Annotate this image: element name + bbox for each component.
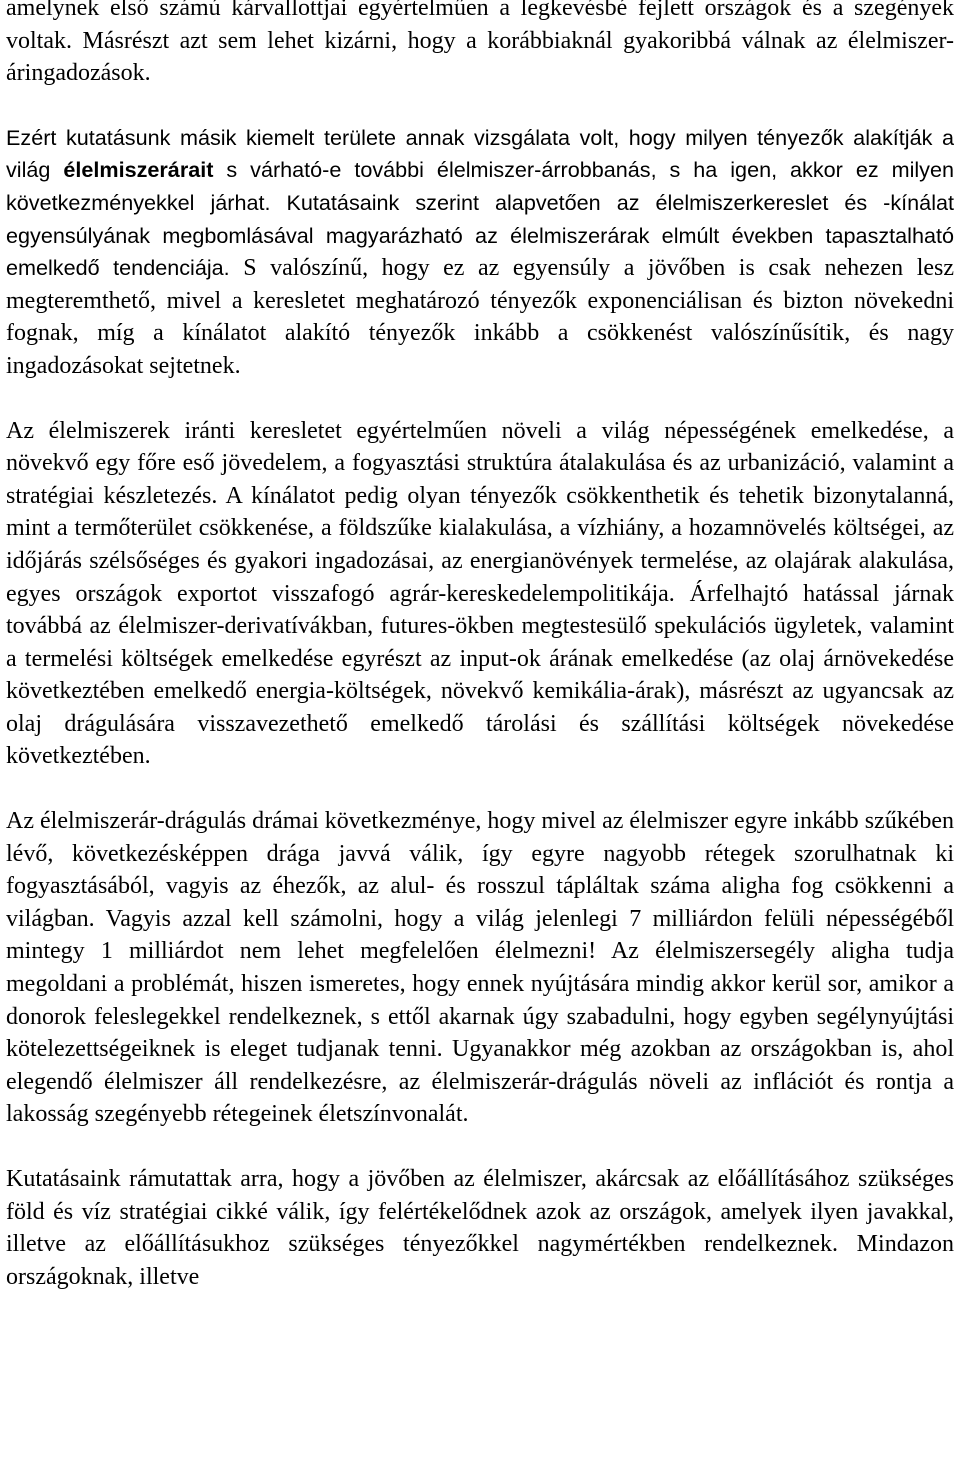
paragraph-5 [6, 1163, 954, 1293]
paragraph-4 [6, 805, 954, 1131]
paragraph-2-text-b: s várható-e további élelmiszer-árrobbanás, s ha igen, akkor ez milyen következményekkel járhat. [6, 157, 954, 215]
paragraph-1 [6, 0, 954, 90]
paragraph-3-text: Az élelmiszerek iránti keresletet egyértelműen növeli a világ népességének emelkedése, a növekvő egy főre eső jövedelem, a fogyasztási struktúra átalakulása és az urbanizáció, valamint a stratégiai készletezés. A kínálatot pedig olyan tényezők csökkenthetik és tehetik bizonytalanná, mint a termőterület csökkenése, a földszűke kialakulása, a vízhiány, a hozamnövelés költségei, az időjárás szélsőséges és gyakori ingadozásai, az energianövények termelése, az olajárak alakulása, egyes országok exportot visszafogó agrár-kereskedelempolitikája. Árfelhajtó hatással járnak továbbá az élelmiszer-derivatívákban, futures-ökben megtestesülő spekulációs ügyletek, valamint a termelési költségek emelkedése egyrészt az input-ok árának emelkedése (az olaj árnövekedése következtében emelkedő energia-költségek, növekvő kemikália-árak), másrészt az ugyancsak az olaj drágulására visszavezethető emelkedő tárolási és szállítási költségek növekedése következtében. [6, 417, 954, 770]
paragraph-2-text-a: Ezért kutatásunk másik kiemelt területe annak vizsgálata volt, hogy milyen tényezők alakítják a világ [6, 124, 954, 183]
paragraph-2-bold-term: élelmiszerárait [63, 157, 214, 183]
paragraph-3 [6, 415, 954, 774]
paragraph-2-text-d: S valószínű, hogy ez az egyensúly a jövőben is csak nehezen lesz megteremthető, mivel a keresletet meghatározó tényezők exponenciálisan és bizton növekedni fognak, míg a kínálatot alakító tényezők inkább a csökkenést valószínűsítik, és nagy ingadozásokat sejtetnek. [6, 255, 954, 379]
paragraph-2-text-c: Kutatásaink szerint alapvetően az élelmiszerkereslet és -kínálat egyensúlyának megbomlásával magyarázható az élelmiszerárak elmúlt években tapasztalható emelkedő tendenciája. [6, 189, 954, 281]
paragraph-5-text: Kutatásaink rámutattak arra, hogy a jövőben az élelmiszer, akárcsak az előállításához szükséges föld és víz stratégiai cikké válik, így felértékelődnek azok az országok, amelyek ilyen javakkal, illetve az előállításukhoz szükséges tényezőkkel nagymértékben rendelkeznek. Mindazon országoknak, illetve [6, 1166, 954, 1290]
paragraph-1-text: amelynek első számú kárvallottjai egyértelműen a legkevésbé fejlett országok és a szegények voltak. Másrészt azt sem lehet kizárni, hogy a korábbiaknál gyakoribbá válnak az élelmiszer-áringadozások. [6, 0, 954, 87]
paragraph-4-text: Az élelmiszerár-drágulás drámai következménye, hogy mivel az élelmiszer egyre inkább szűkében lévő, következésképpen drága javvá válik, így egyre nagyobb rétegek szorulhatnak ki fogyasztásából, vagyis az éhezők, az alul- és rosszul tápláltak száma aligha fog csökkenni a világban. Vagyis azzal kell számolni, hogy a világ jelenlegi 7 milliárdon felüli népességéből mintegy 1 milliárdot nem lehet megfelelően élelmezni! Az élelmiszersegély aligha tudja megoldani a problémát, hiszen ismeretes, hogy ennek nyújtására mindig akkor kerül sor, amikor a donorok feleslegekkel rendelkeznek, s ettől akarnak úgy szabadulni, hogy egyben segélynyújtási kötelezettségeiknek is eleget tudjanak tenni. Ugyanakkor még azokban az országokban is, ahol elegendő élelmiszer áll rendelkezésre, az élelmiszerár-drágulás növeli az inflációt és rontja a lakosság szegényebb rétegeinek életszínvonalát. [6, 808, 954, 1128]
paragraph-2 [6, 122, 954, 383]
